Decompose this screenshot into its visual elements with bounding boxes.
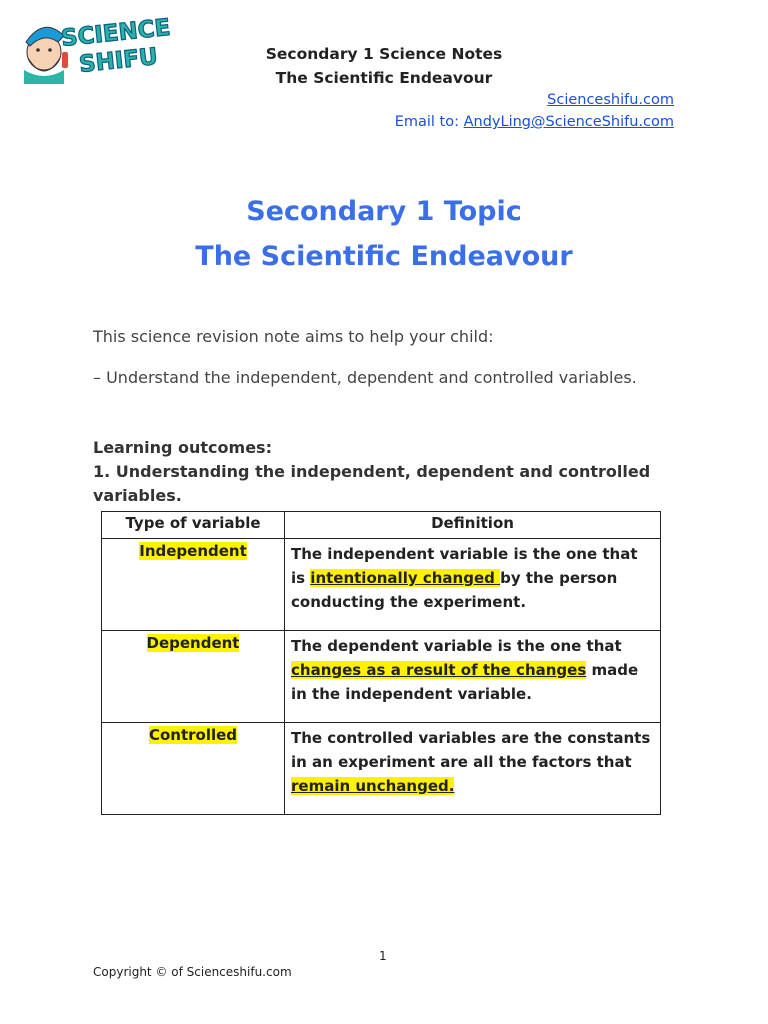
definition-cell [285,631,661,723]
definition-cell [285,539,661,631]
copyright-text: Copyright © of Scienceshifu.com [93,965,292,979]
logo-text-line1: SCIENCE [59,14,172,52]
type-cell [102,539,285,631]
outcome-item1-line2: variables. [93,486,182,505]
definition-cell [285,723,661,815]
definition-text: The dependent variable is the one that [291,637,622,655]
email-label: Email to: [394,114,464,130]
email-link[interactable]: AndyLing@ScienceShifu.com [463,114,674,130]
definition-highlight: remain unchanged. [291,777,455,795]
type-label: Dependent [146,634,240,652]
topic-heading-line1: Secondary 1 Topic [246,196,522,227]
type-label: Independent [139,542,247,560]
type-label: Controlled [148,726,238,744]
header-type: Type of variable [102,512,285,539]
website-line [547,92,674,108]
intro-aim: This science revision note aims to help your child: [93,327,494,346]
definition-highlight: changes as a result of the changes [291,661,587,679]
intro-point: – Understand the independent, dependent and controlled variables. [93,368,637,387]
type-cell [102,723,285,815]
definition-text: The controlled variables are the constants in an experiment are all the factors that [291,729,651,771]
variables-table [101,511,661,815]
logo-text-line2: SHIFU [77,43,159,78]
definition-text: The independent variable is the one that is [291,545,638,587]
table-row [102,631,661,723]
definition-text: by the person conducting the experiment. [291,569,618,611]
definition-highlight: intentionally changed [310,569,501,587]
table-row [102,539,661,631]
outcome-item1-line1: 1. Understanding the independent, dependent and controlled [93,462,651,481]
topic-heading-line2: The Scientific Endeavour [195,241,573,272]
header-definition: Definition [285,512,661,539]
outcomes-heading: Learning outcomes: [93,438,272,457]
website-link[interactable]: Scienceshifu.com [547,92,674,108]
table-row [102,723,661,815]
document-title-line1: Secondary 1 Science Notes [265,45,503,63]
definition-text: made in the independent variable. [291,661,639,703]
type-cell [102,631,285,723]
email-line [395,114,674,130]
table-header-row [102,512,661,539]
document-title-line2: The Scientific Endeavour [275,69,493,87]
page-number: 1 [379,949,387,963]
